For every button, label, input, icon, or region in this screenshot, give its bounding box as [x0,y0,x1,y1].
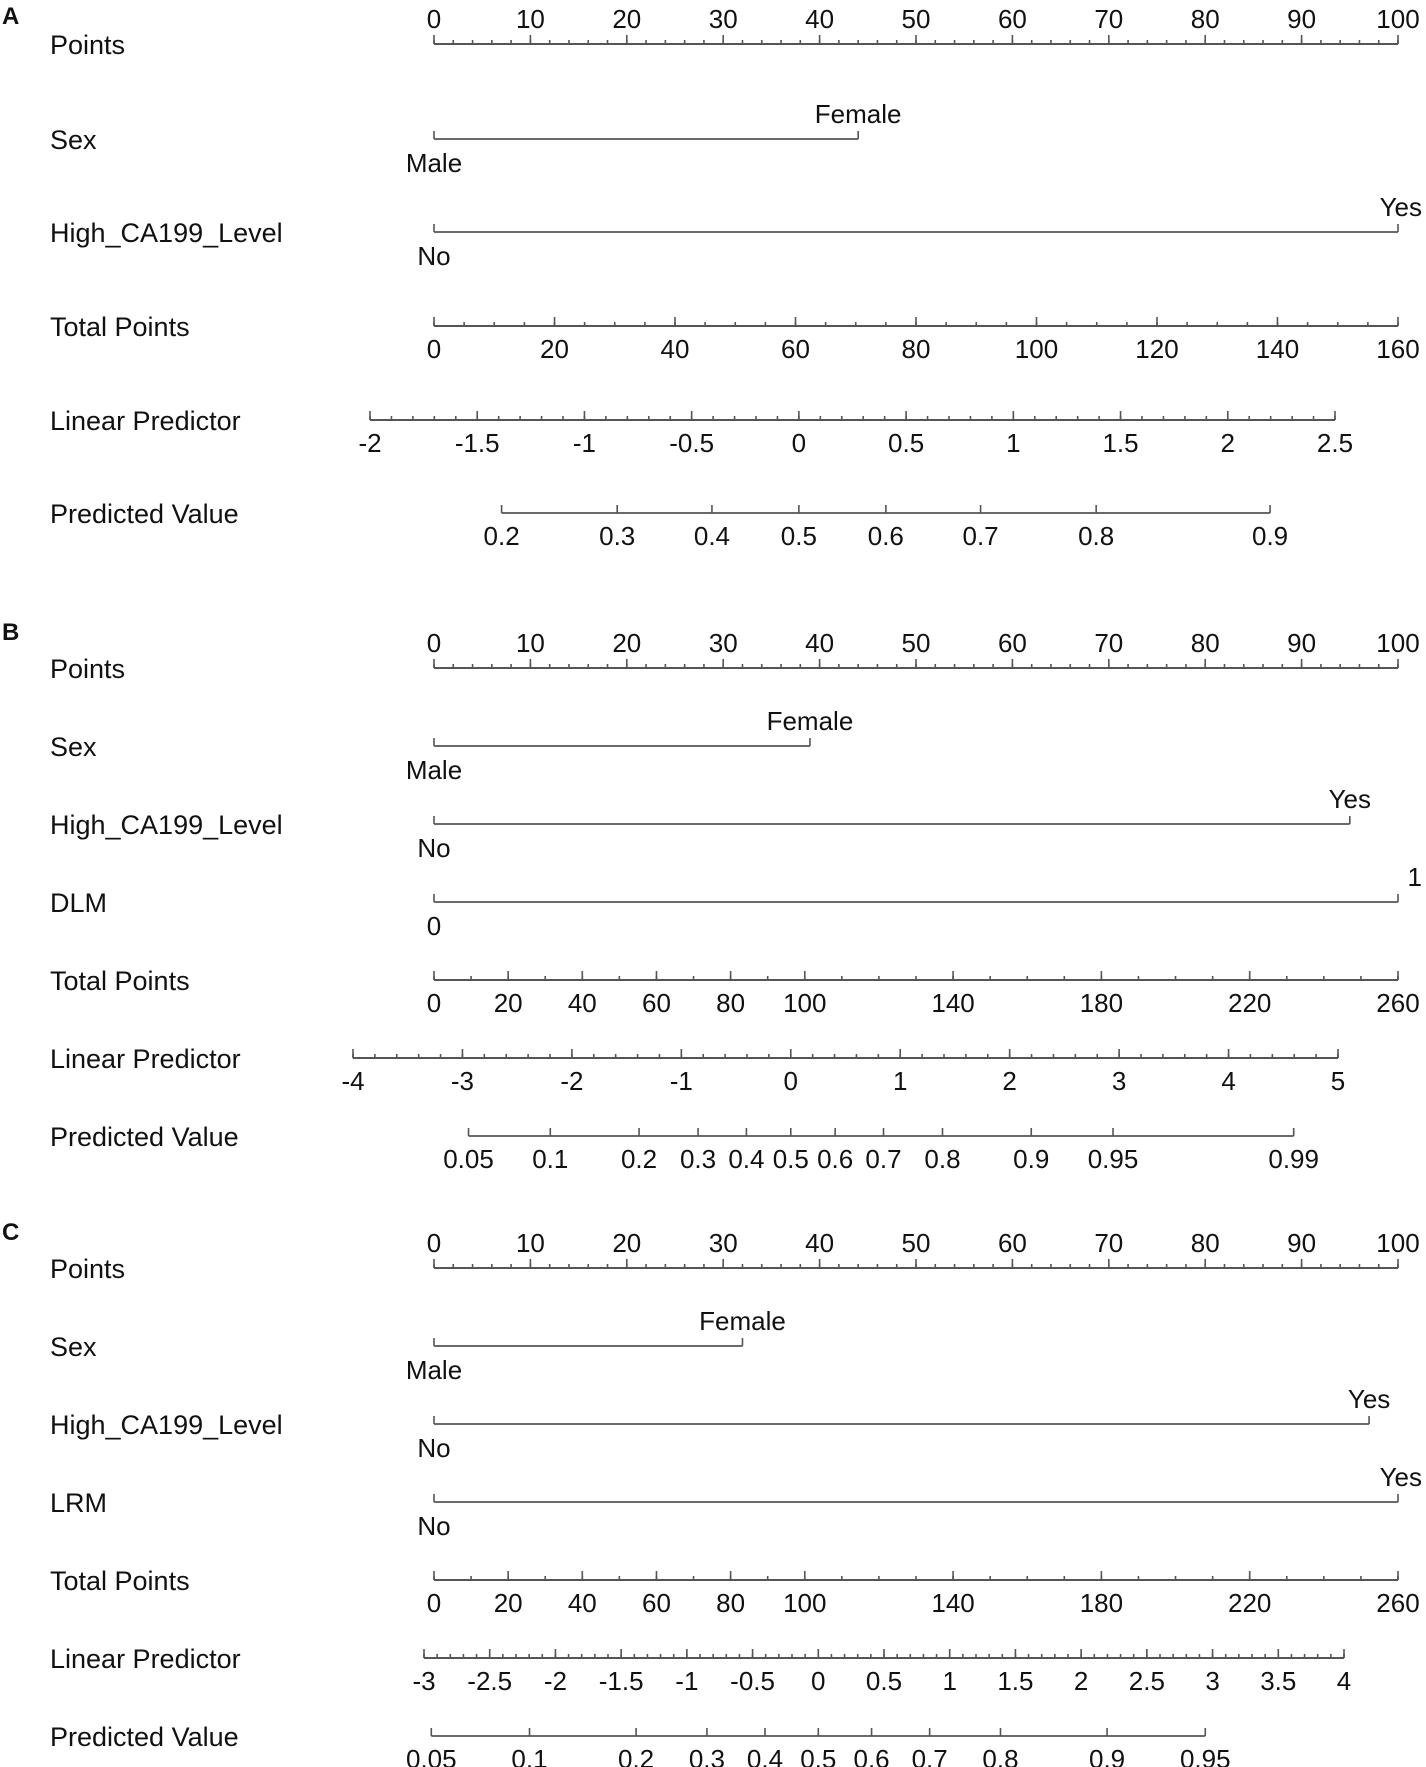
tick-label: -1 [669,1066,693,1096]
tick-label: 20 [612,1228,642,1258]
tick-label: 2.5 [1316,428,1354,458]
tick-label: 100 [1376,628,1420,658]
tick-label: 70 [1094,1228,1124,1258]
tick-label: 0 [783,1066,799,1096]
row-label-linear-predictor: Linear Predictor [50,1644,241,1674]
tick-label: 140 [1255,334,1300,364]
tick-label: 0.6 [817,1144,854,1174]
tick-label: 10 [515,1228,545,1258]
tick-label: -0.5 [730,1666,775,1696]
tick-label: 2 [1073,1666,1089,1696]
row-label-linear-predictor: Linear Predictor [50,406,241,436]
tick-label: 140 [931,988,975,1018]
tick-label: 0.3 [599,521,636,551]
tick-label: -1.5 [454,428,500,458]
row-label-high-ca199-level: High_CA199_Level [50,218,283,248]
tick-label: 180 [1079,1588,1124,1618]
tick-label: -3 [450,1066,475,1096]
tick-label: 40 [805,4,835,34]
tick-label: 50 [901,1228,931,1258]
tick-label: 0.9 [1088,1744,1126,1767]
level-label: Female [766,706,854,736]
tick-label: 0.7 [962,521,999,551]
row-label-total-points: Total Points [50,1566,190,1596]
level-label: Yes [1379,1462,1422,1492]
tick-label: 0.8 [1078,521,1115,551]
tick-label: 60 [997,1228,1027,1258]
tick-label: 0.5 [780,521,817,551]
level-label: Male [405,755,463,785]
tick-label: 0.5 [888,428,925,458]
tick-label: 0.99 [1268,1144,1319,1174]
tick-label: 0.6 [853,1744,890,1767]
tick-label: 70 [1094,4,1124,34]
tick-label: 60 [642,1588,671,1618]
tick-label: 20 [540,334,569,364]
row-label-total-points: Total Points [50,966,190,996]
tick-label: 260 [1376,988,1420,1018]
tick-label: 70 [1094,628,1124,658]
level-label: 0 [426,911,442,941]
tick-label: 2 [1220,428,1236,458]
tick-label: 2 [1002,1066,1017,1096]
tick-label: 0.2 [618,1744,655,1767]
tick-label: 1 [892,1066,908,1096]
tick-label: 40 [805,628,835,658]
tick-label: 90 [1287,4,1317,34]
tick-label: 40 [567,988,597,1018]
level-label: No [417,1433,451,1463]
tick-label: 3.5 [1260,1666,1297,1696]
tick-label: 60 [781,334,810,364]
level-label: Male [405,1355,463,1385]
tick-label: 50 [901,4,931,34]
tick-label: 0 [426,1588,442,1618]
row-label-high-ca199-level: High_CA199_Level [50,1410,283,1440]
tick-label: 0.9 [1251,521,1289,551]
panel-label-a: A [2,3,20,30]
tick-label: 160 [1376,334,1420,364]
tick-label: 2.5 [1128,1666,1165,1696]
tick-label: 0.05 [443,1144,494,1174]
tick-label: 30 [708,4,738,34]
tick-label: 80 [1190,628,1220,658]
row-label-high-ca199-level: High_CA199_Level [50,810,283,840]
tick-label: 40 [660,334,690,364]
tick-label: 80 [901,334,931,364]
tick-label: 0.1 [532,1144,569,1174]
tick-label: -0.5 [669,428,715,458]
tick-label: 0.5 [772,1144,809,1174]
tick-label: 20 [612,628,642,658]
tick-label: 100 [783,988,827,1018]
tick-label: 0.7 [865,1144,902,1174]
tick-label: 180 [1079,988,1124,1018]
tick-label: -2 [560,1066,584,1096]
tick-label: 0.6 [867,521,904,551]
tick-label: 0.2 [620,1144,658,1174]
tick-label: 50 [901,628,931,658]
level-label: No [417,1511,451,1541]
row-label-linear-predictor: Linear Predictor [50,1044,241,1074]
tick-label: 0.4 [746,1744,784,1767]
tick-label: 0.9 [1013,1144,1050,1174]
tick-label: -1 [572,428,597,458]
level-label: Female [699,1306,786,1336]
tick-label: 100 [1376,1228,1420,1258]
tick-label: 0 [811,1666,826,1696]
tick-label: 0.5 [800,1744,837,1767]
level-label: Male [405,148,463,178]
tick-label: 0.95 [1179,1744,1231,1767]
tick-label: 60 [997,4,1027,34]
tick-label: -1 [675,1666,699,1696]
row-label-sex: Sex [50,1332,97,1362]
tick-label: 120 [1135,334,1179,364]
row-label-sex: Sex [50,125,97,155]
tick-label: 80 [1190,1228,1220,1258]
tick-label: 80 [716,988,746,1018]
tick-label: 1.5 [997,1666,1034,1696]
tick-label: 0 [426,1228,442,1258]
tick-label: 4 [1336,1666,1352,1696]
tick-label: 0.95 [1087,1144,1139,1174]
tick-label: 90 [1287,628,1317,658]
tick-label: 40 [567,1588,597,1618]
tick-label: 40 [805,1228,835,1258]
tick-label: 0.3 [679,1144,717,1174]
tick-label: 0 [426,628,442,658]
tick-label: 0.3 [688,1744,726,1767]
tick-label: 20 [493,1588,523,1618]
row-label-predicted-value: Predicted Value [50,1722,239,1752]
tick-label: -1.5 [598,1666,644,1696]
level-label: Yes [1328,784,1372,814]
level-label: No [417,833,451,863]
tick-label: 80 [716,1588,746,1618]
tick-label: 0.2 [483,521,520,551]
row-label-points: Points [50,654,126,684]
row-label-total-points: Total Points [50,312,190,342]
row-label-predicted-value: Predicted Value [50,1122,239,1152]
tick-label: 3 [1205,1666,1220,1696]
panel-label-b: B [2,619,20,646]
tick-label: 0.8 [982,1744,1019,1767]
tick-label: 60 [997,628,1027,658]
tick-label: 0 [426,334,442,364]
tick-label: 0 [426,988,442,1018]
tick-label: -2 [358,428,382,458]
tick-label: 20 [493,988,523,1018]
tick-label: 260 [1376,1588,1420,1618]
tick-label: 4 [1221,1066,1236,1096]
tick-label: 0.4 [728,1144,765,1174]
level-label: No [417,241,451,271]
tick-label: 0.4 [693,521,731,551]
tick-label: 5 [1330,1066,1346,1096]
tick-label: 100 [1014,334,1059,364]
tick-label: 220 [1227,1588,1272,1618]
level-label: Yes [1347,1384,1391,1414]
tick-label: 140 [931,1588,975,1618]
row-label-dlm: DLM [50,888,108,918]
tick-label: 3 [1111,1066,1127,1096]
tick-label: 80 [1190,4,1220,34]
tick-label: 0 [426,4,442,34]
tick-label: 30 [708,1228,738,1258]
tick-label: 0.8 [924,1144,961,1174]
tick-label: 1 [942,1666,957,1696]
tick-label: -2 [543,1666,567,1696]
level-label: Female [814,99,902,129]
level-label: 1 [1407,862,1422,892]
tick-label: 60 [642,988,671,1018]
tick-label: 1.5 [1102,428,1139,458]
tick-label: 0.05 [405,1744,457,1767]
row-label-points: Points [50,1254,126,1284]
row-label-sex: Sex [50,732,97,762]
tick-label: 100 [1376,4,1420,34]
tick-label: 0.5 [865,1666,903,1696]
tick-label: 0.1 [511,1744,548,1767]
tick-label: 0 [791,428,807,458]
tick-label: -3 [412,1666,436,1696]
tick-label: 1 [1006,428,1021,458]
tick-label: 0.7 [911,1744,948,1767]
tick-label: 10 [515,628,545,658]
panel-label-c: C [2,1219,20,1246]
row-label-points: Points [50,30,126,60]
tick-label: 100 [783,1588,827,1618]
tick-label: -4 [341,1066,365,1096]
row-label-predicted-value: Predicted Value [50,499,239,529]
tick-label: 10 [515,4,545,34]
tick-label: 20 [612,4,642,34]
row-label-lrm: LRM [50,1488,108,1518]
level-label: Yes [1379,192,1422,222]
tick-label: 90 [1287,1228,1317,1258]
tick-label: 220 [1227,988,1272,1018]
tick-label: 30 [708,628,738,658]
tick-label: -2.5 [467,1666,513,1696]
